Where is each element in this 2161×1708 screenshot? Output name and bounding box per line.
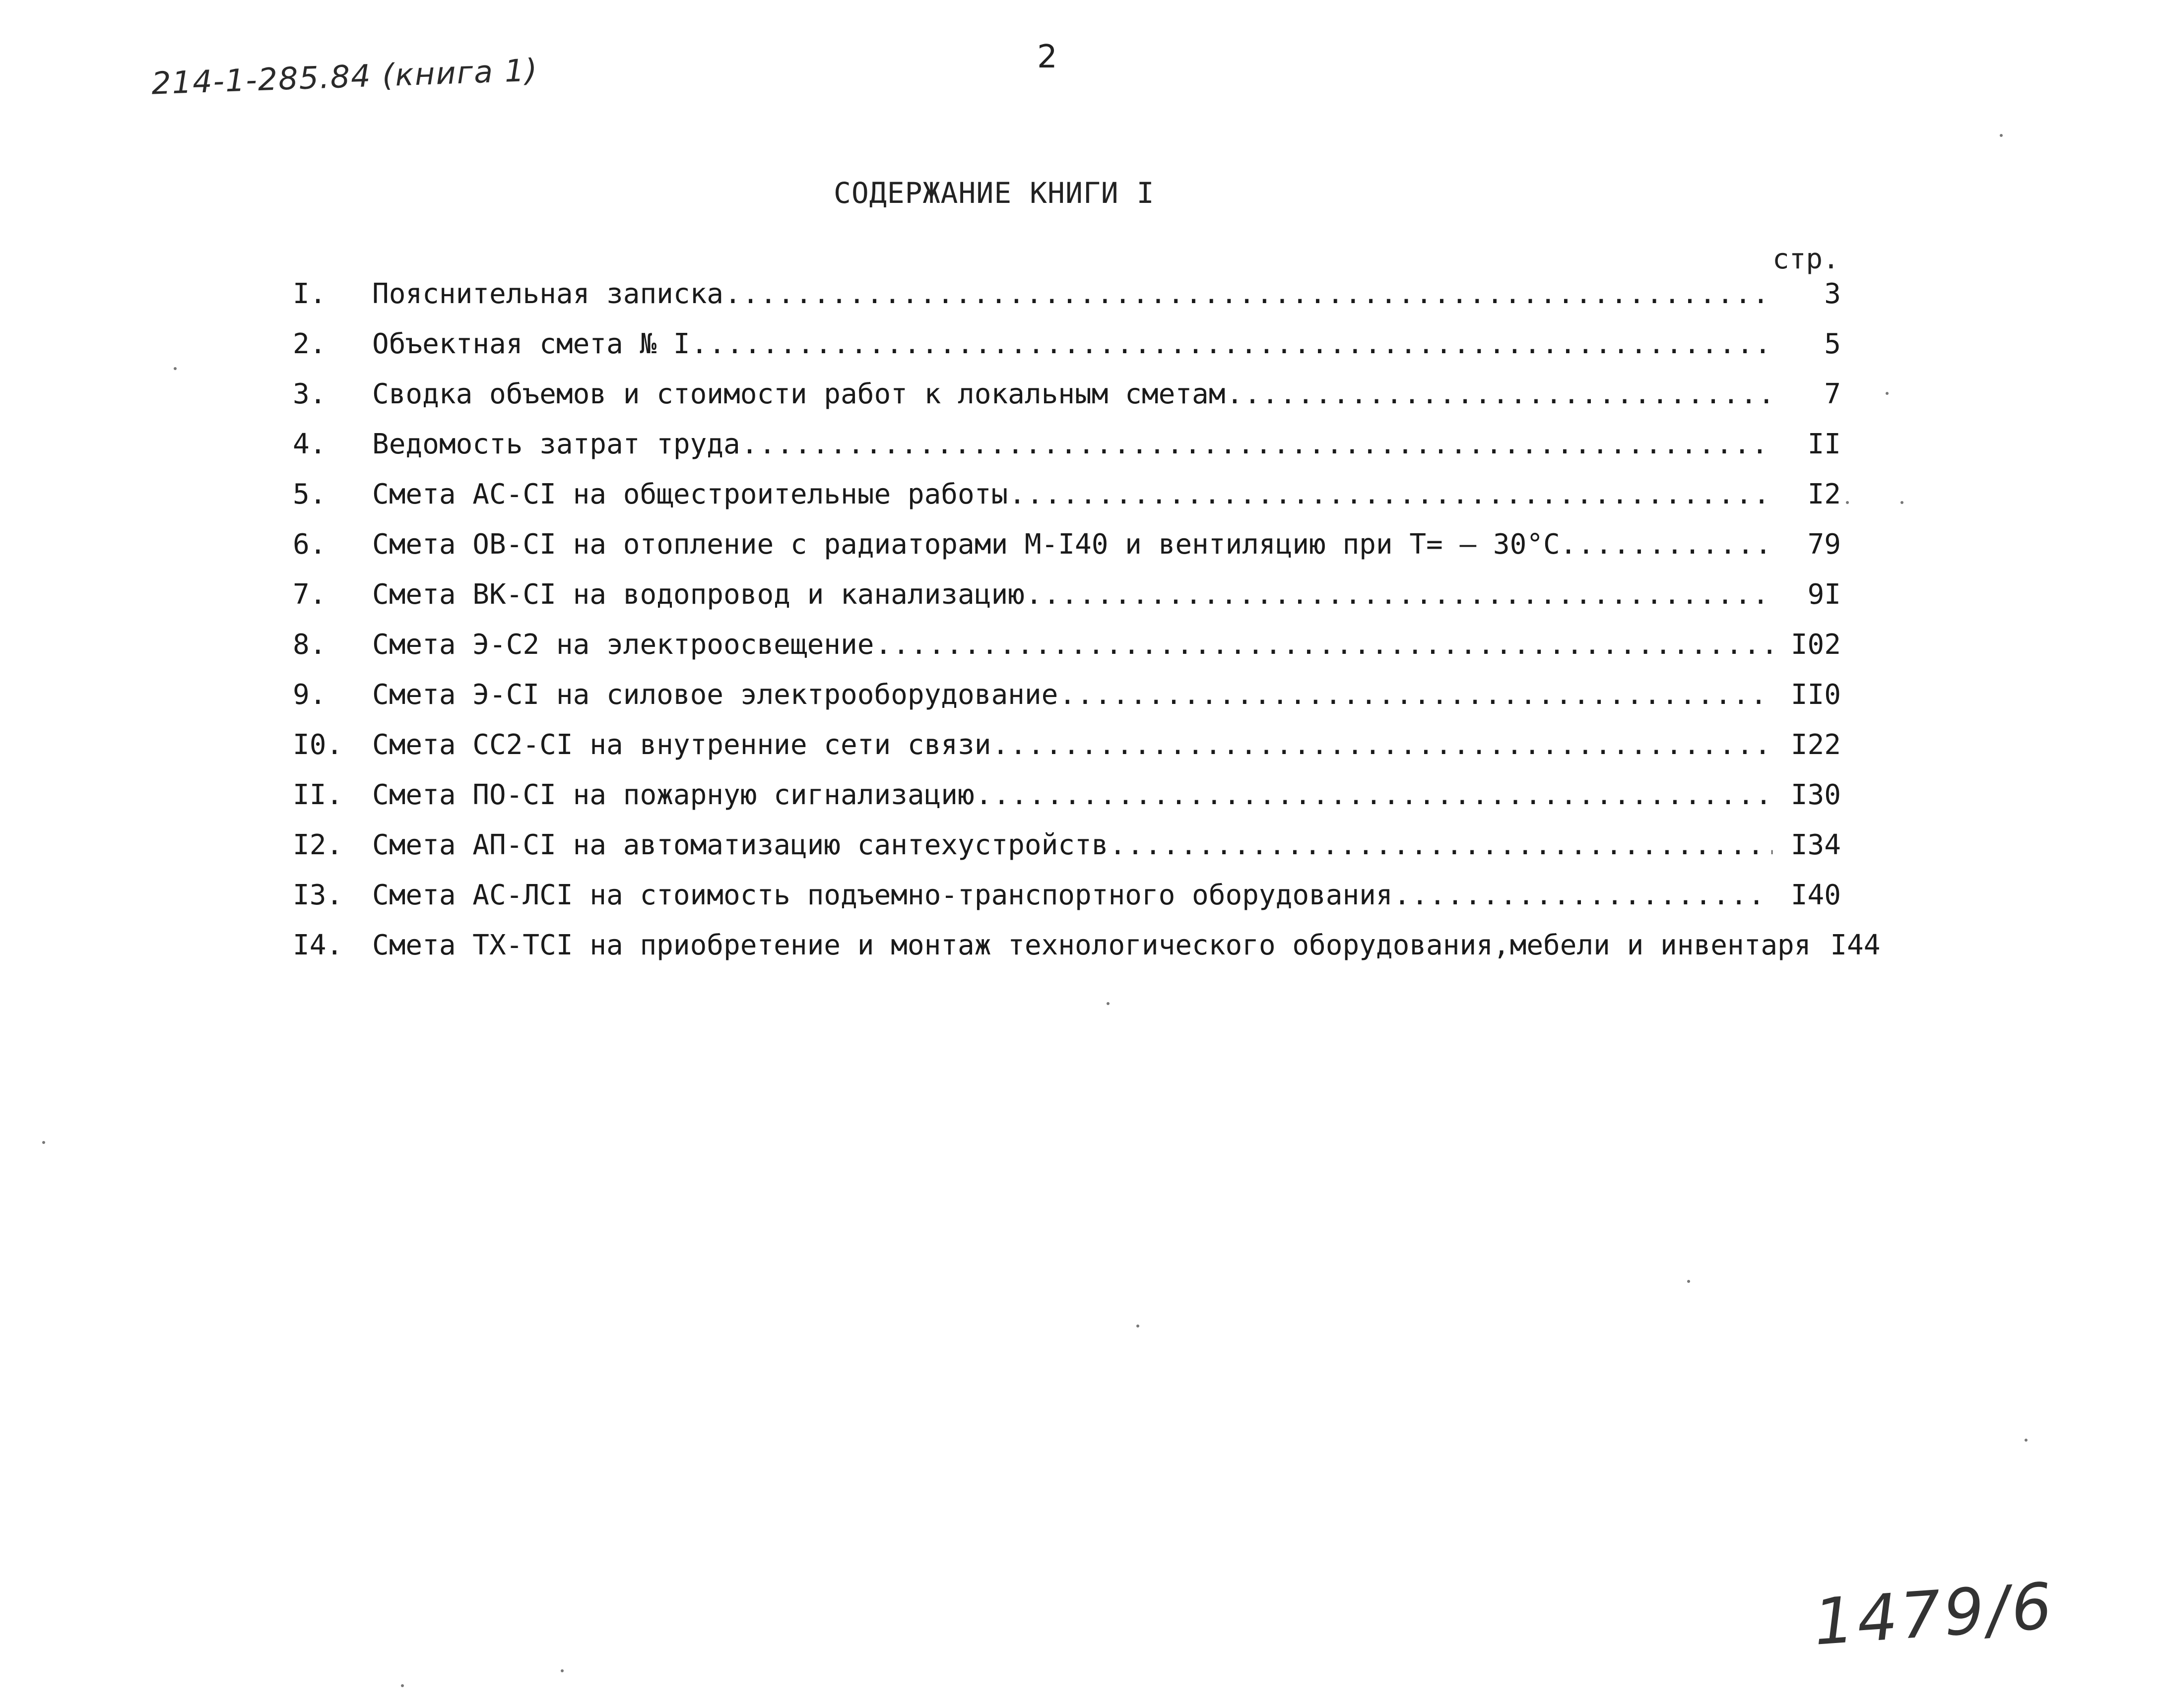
toc-item-page: 79	[1807, 528, 1841, 561]
page-column-header: стр.	[1772, 243, 1839, 275]
toc-item-title: Смета СС2-CI на внутренние сети связи	[372, 729, 991, 761]
dot-leader	[1009, 478, 1772, 509]
dot-leader	[1109, 829, 1772, 860]
toc-item-page: 9I	[1807, 578, 1841, 611]
scan-speck	[561, 1669, 564, 1672]
page-number: 2	[1037, 39, 1057, 75]
document-code: 214-1-285.84 (книга 1)	[150, 52, 539, 102]
toc-item-title: Смета Э-CI на силовое электрооборудование	[372, 679, 1058, 711]
scan-speck	[1900, 501, 1903, 504]
toc-item-page: I30	[1790, 779, 1841, 811]
scan-speck	[1136, 1325, 1139, 1328]
toc-item-title: Смета АС-ЛCI на стоимость подъемно-транспортного оборудования	[372, 879, 1393, 911]
toc-item-number: I.	[293, 278, 327, 310]
toc-row	[293, 478, 1841, 528]
toc-row	[293, 679, 1841, 729]
toc-item-page: II	[1807, 428, 1841, 460]
toc-item-title: Смета ПО-CI на пожарную сигнализацию	[372, 779, 975, 811]
toc-item-title: Ведомость затрат труда	[372, 428, 740, 460]
dot-leader	[1577, 528, 1772, 559]
toc-item-page: 5	[1824, 328, 1841, 360]
scan-speck	[2000, 134, 2003, 137]
toc-item-page: I2	[1807, 478, 1841, 510]
toc-item-number: I4.	[293, 929, 343, 961]
toc-row	[293, 278, 1841, 328]
toc-item-title: Смета Э-С2 на электроосвещение	[372, 629, 874, 661]
dot-leader	[875, 629, 1772, 659]
toc-row	[293, 578, 1841, 629]
dot-leader	[992, 729, 1772, 759]
toc-item-title: Смета ОВ-CI на отопление с радиаторами М-I40 и вентиляцию при Т= – 30°С.	[372, 528, 1577, 561]
inventory-number: 1479/6	[1811, 1569, 2057, 1660]
toc-item-page: 7	[1824, 378, 1841, 410]
toc-item-number: II.	[293, 779, 343, 811]
toc-item-page: I40	[1790, 879, 1841, 911]
toc-item-number: I0.	[293, 729, 343, 761]
dot-leader	[1026, 578, 1772, 609]
toc-item-number: 9.	[293, 679, 327, 711]
toc-row	[293, 779, 1841, 829]
toc-row	[293, 378, 1841, 428]
toc-item-number: 7.	[293, 578, 327, 611]
toc-item-title: Смета АС-CI на общестроительные работы	[372, 478, 1008, 510]
toc-item-title: Смета ТХ-TCI на приобретение и монтаж технологического оборудования,мебели и инвентаря	[372, 929, 1811, 961]
scan-speck	[174, 367, 177, 370]
toc-item-page: I34	[1790, 829, 1841, 861]
toc-item-page: II0	[1790, 679, 1841, 711]
toc-item-number: 3.	[293, 378, 327, 410]
toc-item-number: 4.	[293, 428, 327, 460]
dot-leader	[1059, 679, 1772, 709]
toc-item-number: 5.	[293, 478, 327, 510]
toc-row	[293, 829, 1841, 879]
toc-row	[293, 879, 1841, 929]
toc-item-page: I22	[1790, 729, 1841, 761]
toc-item-number: I3.	[293, 879, 343, 911]
scan-speck	[2025, 1439, 2028, 1442]
dot-leader	[741, 428, 1772, 459]
scan-speck	[42, 1141, 45, 1144]
scan-speck	[1846, 501, 1849, 504]
scan-speck	[401, 1684, 404, 1687]
dot-leader	[1394, 879, 1772, 910]
toc-item-title: Пояснительная записка	[372, 278, 724, 310]
toc-item-page: I02	[1790, 629, 1841, 661]
scan-speck	[1886, 392, 1889, 395]
toc-item-title: Смета ВК-CI на водопровод и канализацию	[372, 578, 1025, 611]
page-title: СОДЕРЖАНИЕ КНИГИ I	[834, 176, 1155, 210]
dot-leader	[691, 328, 1772, 359]
toc-row	[293, 929, 1881, 979]
toc-item-number: I2.	[293, 829, 343, 861]
dot-leader	[1226, 378, 1772, 409]
dot-leader	[976, 779, 1772, 810]
toc-row	[293, 729, 1841, 779]
toc-item-number: 6.	[293, 528, 327, 561]
toc-item-page: I44	[1830, 929, 1881, 961]
toc-item-number: 2.	[293, 328, 327, 360]
table-of-contents	[293, 278, 1881, 979]
toc-item-title: Смета АП-CI на автоматизацию сантехустройств	[372, 829, 1109, 861]
toc-row	[293, 328, 1841, 378]
toc-item-page: 3	[1824, 278, 1841, 310]
scan-speck	[1687, 1280, 1690, 1283]
toc-item-title: Сводка объемов и стоимости работ к локальным сметам	[372, 378, 1226, 410]
toc-row	[293, 629, 1841, 679]
scan-speck	[1107, 1002, 1110, 1005]
dot-leader	[724, 278, 1772, 309]
toc-row	[293, 428, 1841, 478]
toc-item-number: 8.	[293, 629, 327, 661]
toc-item-title: Объектная смета № I	[372, 328, 690, 360]
toc-row	[293, 528, 1841, 578]
